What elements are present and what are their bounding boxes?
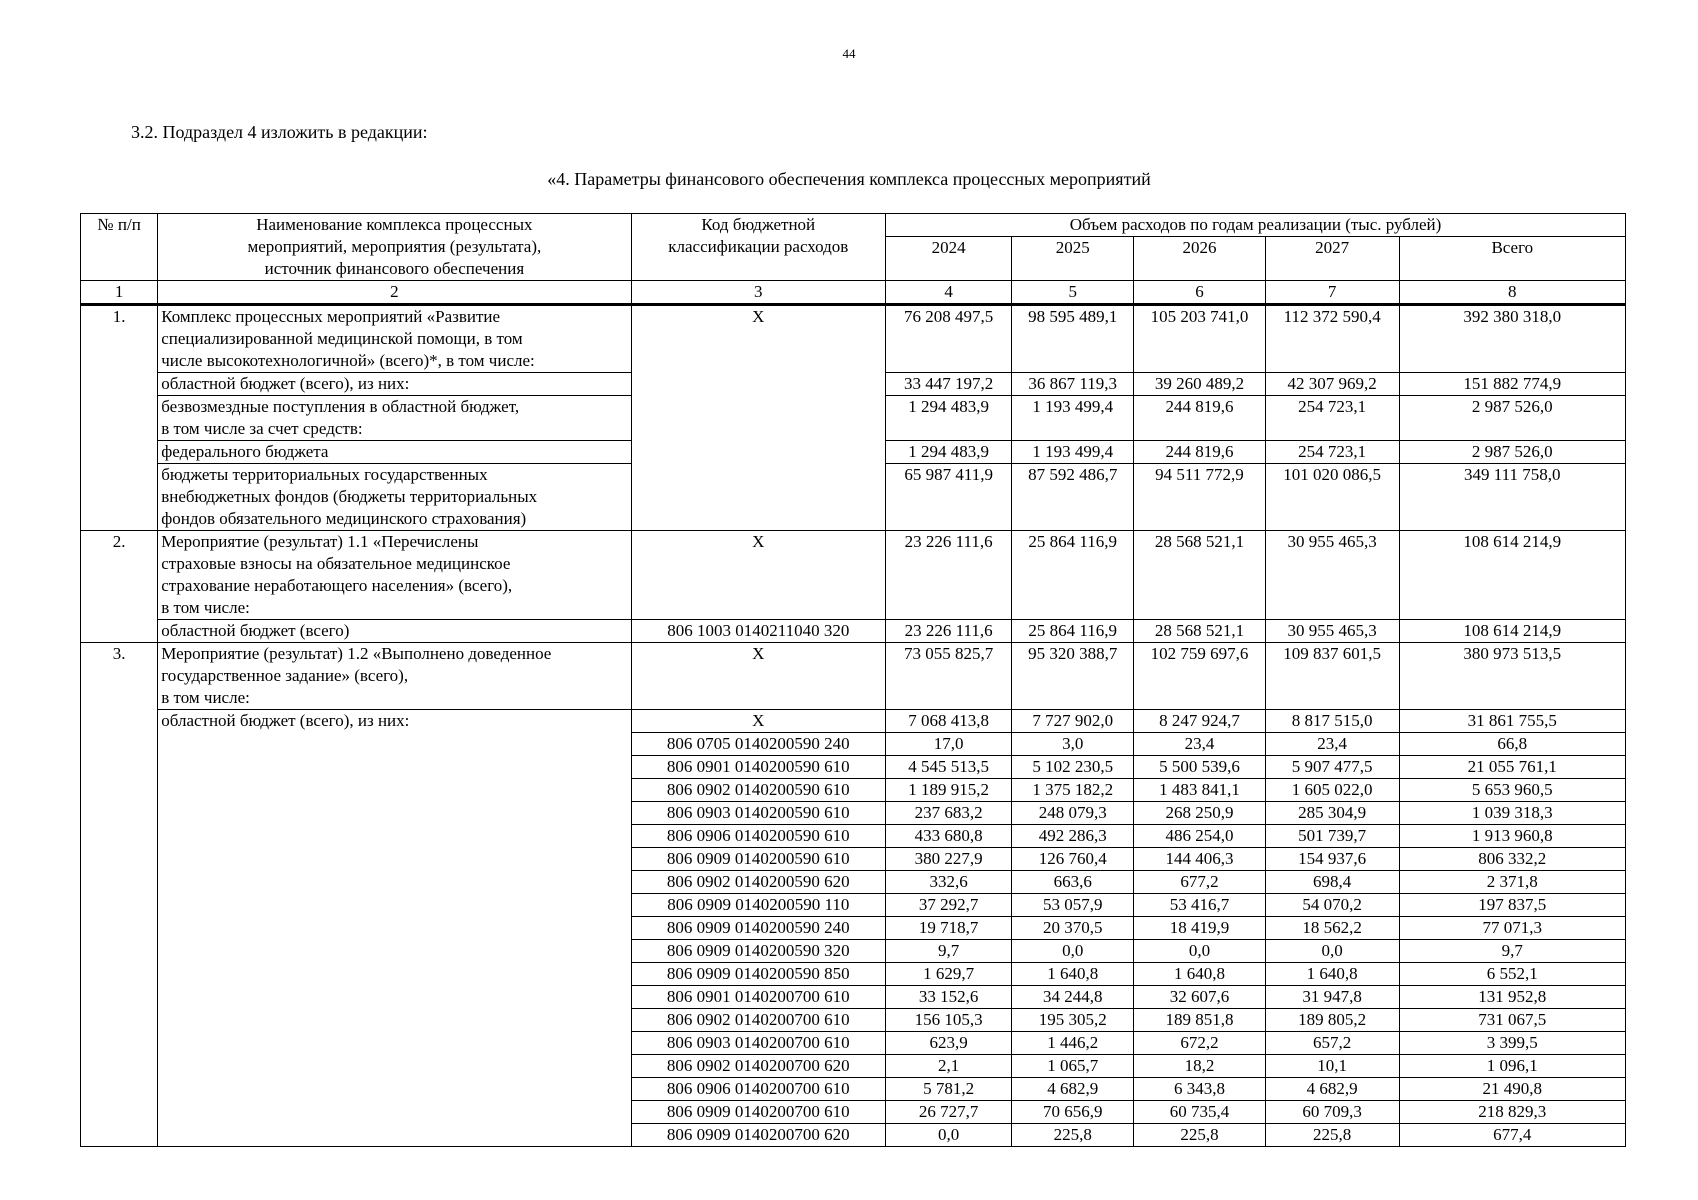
header-code-line: классификации расходов [668,237,849,256]
table-row [81,643,1626,710]
value-cell: 1 065,7 [1012,1055,1134,1078]
row-name-line: в том числе: [161,598,250,617]
value-cell: 195 305,2 [1012,1009,1134,1032]
value-cell: 380 227,9 [886,848,1012,871]
value-cell: 39 260 489,2 [1134,373,1266,396]
header-volume: Объем расходов по годам реализации (тыс. рублей) [886,214,1626,237]
budget-code: 806 0909 0140200590 240 [631,917,886,940]
column-number: 8 [1399,281,1625,305]
value-cell: 2 987 526,0 [1399,396,1625,441]
value-cell: 26 727,7 [886,1101,1012,1124]
value-cell: 1 483 841,1 [1134,779,1266,802]
value-cell: 31 861 755,5 [1399,710,1625,733]
value-cell: 5 500 539,6 [1134,756,1266,779]
row-name-line: страховые взносы на обязательное медицинское [161,554,511,573]
budget-code: 806 0909 0140200590 320 [631,940,886,963]
value-cell: 672,2 [1134,1032,1266,1055]
value-cell: 698,4 [1265,871,1399,894]
value-cell: 486 254,0 [1134,825,1266,848]
row-name-line: областной бюджет (всего), из них: [161,711,410,730]
row-name-line: федерального бюджета [161,442,329,461]
row-name [158,620,631,643]
value-cell: 623,9 [886,1032,1012,1055]
value-cell: 0,0 [886,1124,1012,1147]
row-name-line: бюджеты территориальных государственных [161,465,488,484]
value-cell: 0,0 [1134,940,1266,963]
value-cell: 20 370,5 [1012,917,1134,940]
value-cell: 18,2 [1134,1055,1266,1078]
financing-table [80,213,1626,1147]
value-cell: 1 193 499,4 [1012,396,1134,441]
header-name-line: источник финансового обеспечения [264,259,525,278]
row-number: 3. [81,643,158,1147]
table-body [81,214,1626,1147]
value-cell: 21 490,8 [1399,1078,1625,1101]
value-cell: 33 152,6 [886,986,1012,1009]
value-cell: 254 723,1 [1265,441,1399,464]
row-name-line: в том числе за счет средств: [161,419,363,438]
value-cell: 7 727 902,0 [1012,710,1134,733]
value-cell: 1 189 915,2 [886,779,1012,802]
value-cell: 4 682,9 [1265,1078,1399,1101]
value-cell: 501 739,7 [1265,825,1399,848]
value-cell: 60 735,4 [1134,1101,1266,1124]
value-cell: 94 511 772,9 [1134,464,1266,531]
budget-code: 806 0901 0140200700 610 [631,986,886,1009]
row-name-line: в том числе: [161,688,250,707]
value-cell: 77 071,3 [1399,917,1625,940]
column-number: 2 [158,281,631,305]
value-cell: 21 055 761,1 [1399,756,1625,779]
budget-code: 806 0909 0140200590 110 [631,894,886,917]
value-cell: 5 653 960,5 [1399,779,1625,802]
row-number: 2. [81,531,158,643]
budget-code: 806 0902 0140200700 620 [631,1055,886,1078]
value-cell: 32 607,6 [1134,986,1266,1009]
value-cell: 244 819,6 [1134,441,1266,464]
value-cell: 17,0 [886,733,1012,756]
header-name-line: Наименование комплекса процессных [256,215,533,234]
value-cell: 806 332,2 [1399,848,1625,871]
value-cell: 225,8 [1265,1124,1399,1147]
page-number: 44 [842,46,856,61]
budget-code: 806 0901 0140200590 610 [631,756,886,779]
row-name-line: Комплекс процессных мероприятий «Развитие [161,307,501,326]
value-cell: 1 096,1 [1399,1055,1625,1078]
column-number: 6 [1134,281,1266,305]
header-name-line: мероприятий, мероприятия (результата), [247,237,542,256]
value-cell: 102 759 697,6 [1134,643,1266,710]
value-cell: 156 105,3 [886,1009,1012,1032]
budget-code: 806 0705 0140200590 240 [631,733,886,756]
value-cell: 18 562,2 [1265,917,1399,940]
value-cell: 42 307 969,2 [1265,373,1399,396]
row-name [158,305,631,373]
value-cell: 65 987 411,9 [886,464,1012,531]
value-cell: 248 079,3 [1012,802,1134,825]
column-number: 5 [1012,281,1134,305]
budget-code: Х [631,710,886,733]
value-cell: 23,4 [1134,733,1266,756]
table-row [81,620,1626,643]
value-cell: 1 039 318,3 [1399,802,1625,825]
value-cell: 285 304,9 [1265,802,1399,825]
value-cell: 677,2 [1134,871,1266,894]
header-code [631,214,886,281]
value-cell: 144 406,3 [1134,848,1266,871]
row-name-line: Мероприятие (результат) 1.1 «Перечислены [161,532,479,551]
row-name-line: специализированной медицинской помощи, в том [161,329,523,348]
header-code-line: Код бюджетной [701,215,816,234]
budget-code: 806 0902 0140200590 620 [631,871,886,894]
value-cell: 23 226 111,6 [886,620,1012,643]
value-cell: 492 286,3 [1012,825,1134,848]
value-cell: 8 817 515,0 [1265,710,1399,733]
value-cell: 268 250,9 [1134,802,1266,825]
value-cell: 105 203 741,0 [1134,305,1266,373]
value-cell: 18 419,9 [1134,917,1266,940]
budget-code: 806 0909 0140200590 610 [631,848,886,871]
budget-code: 806 0903 0140200700 610 [631,1032,886,1055]
value-cell: 2 371,8 [1399,871,1625,894]
budget-code: 806 1003 0140211040 320 [631,620,886,643]
value-cell: 6 552,1 [1399,963,1625,986]
row-name-line: областной бюджет (всего) [161,621,350,640]
column-number: 7 [1265,281,1399,305]
value-cell: 0,0 [1012,940,1134,963]
value-cell: 25 864 116,9 [1012,620,1134,643]
value-cell: 244 819,6 [1134,396,1266,441]
value-cell: 197 837,5 [1399,894,1625,917]
value-cell: 1 605 022,0 [1265,779,1399,802]
value-cell: 60 709,3 [1265,1101,1399,1124]
value-cell: 66,8 [1399,733,1625,756]
budget-code: Х [631,531,886,620]
row-name [158,531,631,620]
table-row [81,531,1626,620]
value-cell: 1 193 499,4 [1012,441,1134,464]
value-cell: 126 760,4 [1012,848,1134,871]
header-year-2027: 2027 [1265,237,1399,281]
budget-code: 806 0909 0140200700 620 [631,1124,886,1147]
value-cell: 9,7 [1399,940,1625,963]
value-cell: 1 629,7 [886,963,1012,986]
row-name [158,710,631,1147]
value-cell: 30 955 465,3 [1265,531,1399,620]
value-cell: 23,4 [1265,733,1399,756]
value-cell: 87 592 486,7 [1012,464,1134,531]
value-cell: 1 294 483,9 [886,441,1012,464]
row-name-line: государственное задание» (всего), [161,666,409,685]
row-name [158,441,631,464]
value-cell: 218 829,3 [1399,1101,1625,1124]
value-cell: 98 595 489,1 [1012,305,1134,373]
budget-code: 806 0906 0140200590 610 [631,825,886,848]
value-cell: 1 640,8 [1012,963,1134,986]
budget-code: 806 0902 0140200590 610 [631,779,886,802]
value-cell: 112 372 590,4 [1265,305,1399,373]
value-cell: 1 446,2 [1012,1032,1134,1055]
value-cell: 9,7 [886,940,1012,963]
row-name-line: Мероприятие (результат) 1.2 «Выполнено доведенное [161,644,552,663]
budget-code: Х [631,643,886,710]
row-name-line: безвозмездные поступления в областной бюджет, [161,397,520,416]
value-cell: 1 375 182,2 [1012,779,1134,802]
column-number: 4 [886,281,1012,305]
header-year-2026: 2026 [1134,237,1266,281]
value-cell: 28 568 521,1 [1134,620,1266,643]
value-cell: 33 447 197,2 [886,373,1012,396]
table-row [81,305,1626,373]
value-cell: 677,4 [1399,1124,1625,1147]
value-cell: 154 937,6 [1265,848,1399,871]
value-cell: 349 111 758,0 [1399,464,1625,531]
row-name [158,373,631,396]
value-cell: 4 682,9 [1012,1078,1134,1101]
row-name-line: внебюджетных фондов (бюджеты территориальных [161,487,538,506]
value-cell: 1 640,8 [1134,963,1266,986]
value-cell: 392 380 318,0 [1399,305,1625,373]
value-cell: 225,8 [1012,1124,1134,1147]
value-cell: 95 320 388,7 [1012,643,1134,710]
value-cell: 19 718,7 [886,917,1012,940]
value-cell: 1 913 960,8 [1399,825,1625,848]
header-name [158,214,631,281]
value-cell: 10,1 [1265,1055,1399,1078]
value-cell: 109 837 601,5 [1265,643,1399,710]
value-cell: 101 020 086,5 [1265,464,1399,531]
column-number: 1 [81,281,158,305]
header-num: № п/п [81,214,158,281]
value-cell: 31 947,8 [1265,986,1399,1009]
value-cell: 34 244,8 [1012,986,1134,1009]
header-row-1 [81,214,1626,237]
value-cell: 28 568 521,1 [1134,531,1266,620]
value-cell: 1 294 483,9 [886,396,1012,441]
value-cell: 3 399,5 [1399,1032,1625,1055]
value-cell: 108 614 214,9 [1399,531,1625,620]
row-name-line: областной бюджет (всего), из них: [161,374,410,393]
column-number-row [81,281,1626,305]
value-cell: 54 070,2 [1265,894,1399,917]
value-cell: 7 068 413,8 [886,710,1012,733]
value-cell: 131 952,8 [1399,986,1625,1009]
value-cell: 0,0 [1265,940,1399,963]
header-total: Всего [1399,237,1625,281]
row-number: 1. [81,305,158,531]
value-cell: 73 055 825,7 [886,643,1012,710]
value-cell: 189 851,8 [1134,1009,1266,1032]
value-cell: 30 955 465,3 [1265,620,1399,643]
row-name [158,464,631,531]
value-cell: 663,6 [1012,871,1134,894]
column-number: 3 [631,281,886,305]
row-name [158,396,631,441]
value-cell: 23 226 111,6 [886,531,1012,620]
value-cell: 4 545 513,5 [886,756,1012,779]
row-name [158,643,631,710]
value-cell: 25 864 116,9 [1012,531,1134,620]
budget-code: 806 0909 0140200700 610 [631,1101,886,1124]
value-cell: 657,2 [1265,1032,1399,1055]
row-name-line: фондов обязательного медицинского страхования) [161,509,527,528]
value-cell: 731 067,5 [1399,1009,1625,1032]
section-title: «4. Параметры финансового обеспечения комплекса процессных мероприятий [547,169,1151,189]
value-cell: 36 867 119,3 [1012,373,1134,396]
header-year-2025: 2025 [1012,237,1134,281]
value-cell: 3,0 [1012,733,1134,756]
value-cell: 380 973 513,5 [1399,643,1625,710]
budget-code: 806 0903 0140200590 610 [631,802,886,825]
value-cell: 53 416,7 [1134,894,1266,917]
value-cell: 151 882 774,9 [1399,373,1625,396]
value-cell: 5 781,2 [886,1078,1012,1101]
header-year-2024: 2024 [886,237,1012,281]
table-row [81,710,1626,733]
budget-code: 806 0906 0140200700 610 [631,1078,886,1101]
intro-text: 3.2. Подраздел 4 изложить в редакции: [131,122,428,142]
budget-code: 806 0909 0140200590 850 [631,963,886,986]
budget-code: 806 0902 0140200700 610 [631,1009,886,1032]
value-cell: 53 057,9 [1012,894,1134,917]
value-cell: 108 614 214,9 [1399,620,1625,643]
value-cell: 37 292,7 [886,894,1012,917]
value-cell: 433 680,8 [886,825,1012,848]
budget-code: Х [631,305,886,531]
value-cell: 189 805,2 [1265,1009,1399,1032]
value-cell: 225,8 [1134,1124,1266,1147]
value-cell: 70 656,9 [1012,1101,1134,1124]
value-cell: 1 640,8 [1265,963,1399,986]
value-cell: 8 247 924,7 [1134,710,1266,733]
value-cell: 237 683,2 [886,802,1012,825]
value-cell: 2,1 [886,1055,1012,1078]
value-cell: 2 987 526,0 [1399,441,1625,464]
row-name-line: страхование неработающего населения» (всего), [161,576,513,595]
value-cell: 5 102 230,5 [1012,756,1134,779]
value-cell: 5 907 477,5 [1265,756,1399,779]
value-cell: 254 723,1 [1265,396,1399,441]
row-name-line: числе высокотехнологичной» (всего)*, в том числе: [161,351,535,370]
value-cell: 76 208 497,5 [886,305,1012,373]
value-cell: 6 343,8 [1134,1078,1266,1101]
value-cell: 332,6 [886,871,1012,894]
